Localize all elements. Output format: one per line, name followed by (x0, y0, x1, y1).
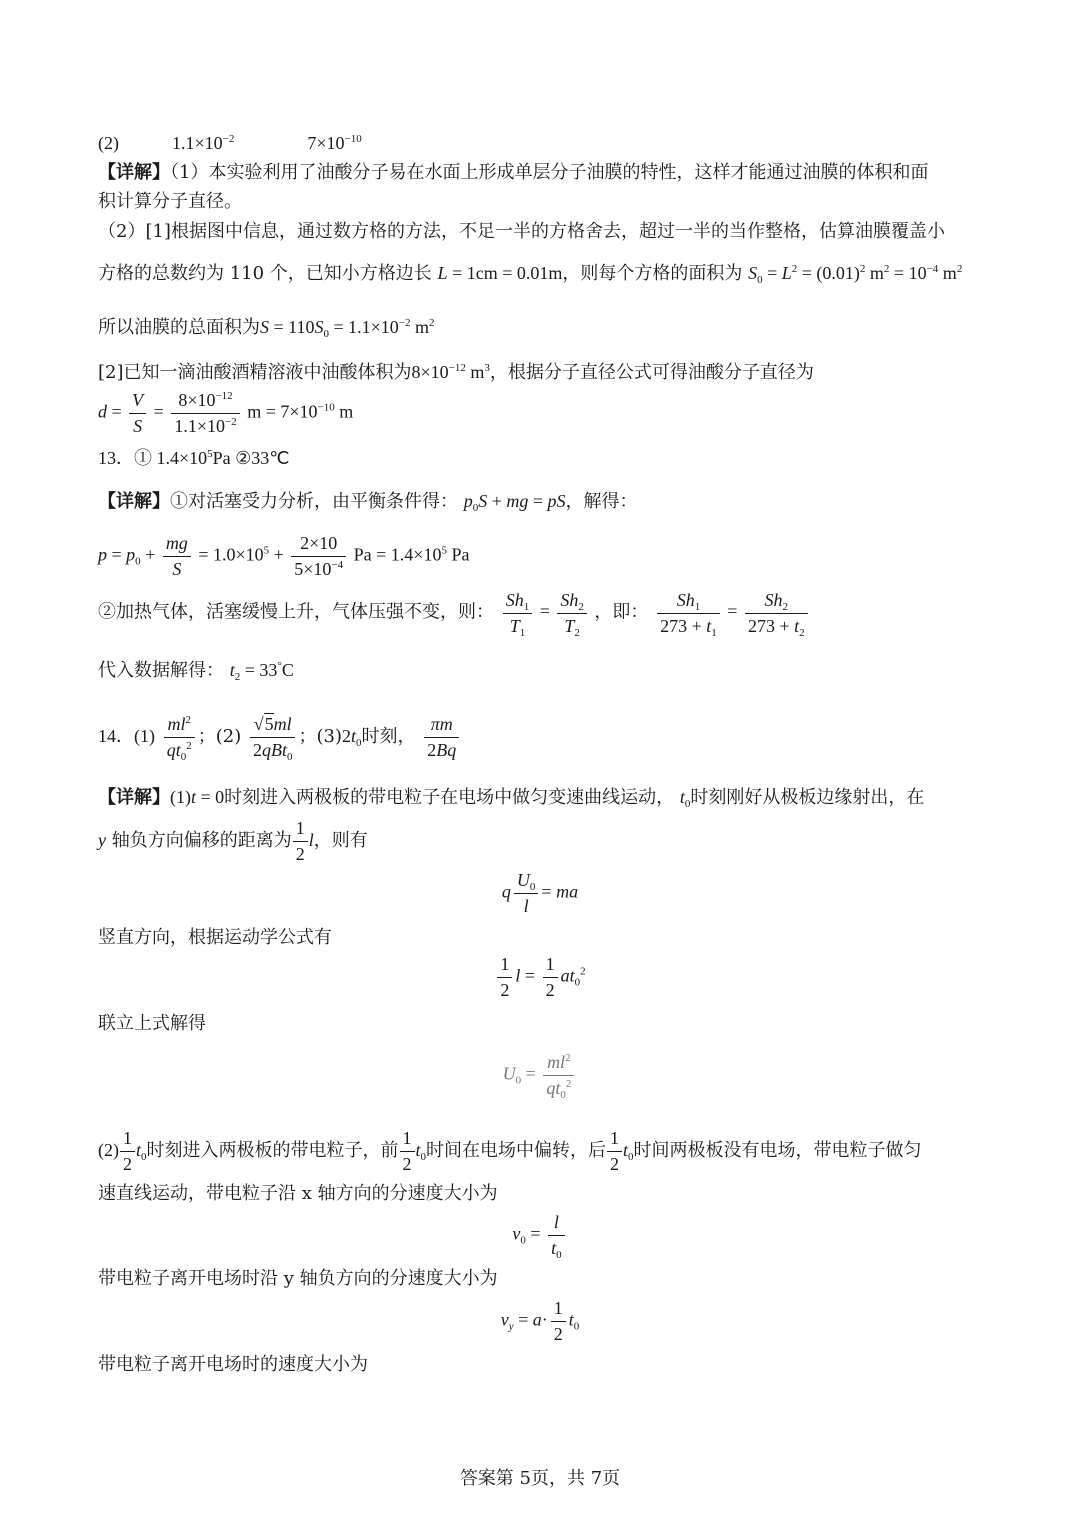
detail-text: 时间两极板没有电场，带电粒子做匀 (633, 1140, 922, 1162)
q14-sep: ；(2) (197, 726, 242, 748)
detail-text: ，则有 (313, 830, 368, 852)
formula-grid-area: $S_0 = L^2 = (0.01)^2$ $m^2 = 10^{-4}$ $m^2$ (748, 263, 963, 286)
q13-head-tail: Pa ②33℃ (212, 448, 290, 468)
q14-p2-b (98, 1183, 498, 1206)
detail-text: 轴负方向偏移的距离为 (111, 830, 292, 852)
answer-diameter: 7×10 (307, 133, 345, 153)
formula-kinematics: $\frac{1}{2}$ l = $\frac{1}{2}$ $at_0^2$ (0, 954, 1080, 1000)
detail-text: 带电粒子离开电场时沿 y 轴负方向的分速度大小为 (98, 1268, 498, 1289)
detail-text: 代入数据解得： (98, 660, 224, 681)
detail-text: 时刻进入两极板的带电粒子在电场中做匀变速曲线运动， (224, 787, 675, 808)
answer-line-2 (98, 132, 362, 155)
detail-text: 带电粒子离开电场时的速度大小为 (98, 1354, 368, 1375)
detail-paragraph-1 (98, 162, 928, 185)
formula-oil-volume: $8\times 10^{-12}$ $m^3$ (411, 362, 490, 382)
detail-text: ①对活塞受力分析，由平衡条件得： (170, 491, 458, 512)
formula-equilibrium: $p_0S$ + mg = pS (463, 491, 566, 514)
q14-answer: 14．(1) $\frac{ml^2}{qt_0^2}$ ；(2) $\frac{√5ml}{2qBt_0}$ ；$(3)2t_0$时刻， $\frac{\pi m}{2Bq}$ (98, 714, 462, 760)
formula-vy: $v_y = a\cdot$ $\frac{1}{2}$ $t_0$ (500, 1298, 580, 1344)
answer-diameter-exp: −10 (344, 133, 362, 145)
detail-text: (1) (170, 787, 191, 807)
q13-answer (98, 447, 290, 470)
detail-text: ，则每个方格的面积为 (562, 263, 743, 284)
detail-paragraph-2 (98, 221, 945, 244)
detail-paragraph-2-d (98, 361, 814, 385)
detail-text: （2）[1]根据图中信息，通过数方格的方法，不足一半的方格舍去，超过一半的当作整格，估算油膜覆盖小 (98, 221, 945, 242)
formula-total-area: $S = 110S_0 = 1.1\times 10^{-2}$ $m^2$ (260, 317, 435, 340)
q14-time: 时刻， (361, 726, 416, 748)
detail-text: （1）本实验利用了油酸分子易在水面上形成单层分子油膜的特性，这样才能通过油膜的体积和面 (170, 162, 929, 183)
detail-text: 所以油膜的总面积为 (98, 317, 260, 338)
detail-text: 时间在电场中偏转，后 (426, 1140, 607, 1162)
answer-area-exp: −2 (222, 133, 235, 145)
formula-voltage: $U_0$ = $\frac{ml^2}{qt_0^2}$ (0, 1052, 1080, 1098)
q13-detail-d (98, 659, 294, 683)
detail-paragraph-2-b (98, 262, 962, 286)
formula-force: q $\frac{U_0}{l}$ = ma (501, 870, 579, 916)
detail-tag: 【详解】 (98, 162, 170, 183)
detail-text: ，即： (594, 601, 649, 623)
q13-detail-a (98, 490, 638, 514)
q14-p2-d (98, 1354, 368, 1377)
formula-pressure: $p = p_0$ + $\frac{mg}{S}$ = $1.0\times 10^5$ + $\frac{2\times 10}{5\times 10^{-4}}$ $Pa = 1.4\times 10^5$ Pa (98, 533, 470, 579)
detail-text: 方格的总数约为 110 个，已知小方格边长 (98, 263, 432, 284)
detail-tag: 【详解】 (98, 491, 170, 512)
q14-p2-c (98, 1268, 498, 1291)
detail-paragraph-2-c (98, 316, 435, 340)
q14-p2-a: (2) $\frac{1}{2}$ $t_0$时刻进入两极板的带电粒子，前 $\frac{1}{2}$ $t_0$时间在电场中偏转，后 $\frac{1}{2}$ $t_0$时间两极板没有电场，带电粒子做匀 (98, 1128, 922, 1174)
detail-text: 竖直方向，根据运动学公式有 (98, 927, 332, 948)
detail-text: ，根据分子直径公式可得油酸分子直径为 (489, 362, 814, 383)
detail-text: 联立上式解得 (98, 1013, 206, 1034)
q14-vertical (98, 927, 332, 950)
detail-text: [2]已知一滴油酸酒精溶液中油酸体积为 (98, 362, 412, 383)
detail-text: 时刻刚好从极板边缘射出，在 (690, 787, 925, 808)
formula-result-temp: $t_2 = 33^\circ C$ (229, 660, 294, 683)
detail-text: 积计算分子直径。 (98, 191, 242, 212)
answer-area: 1.1×10 (172, 133, 223, 153)
q14-head: 14．(1) (98, 726, 155, 747)
formula-isobaric: $\frac{Sh_1}{T_1}$ = $\frac{Sh_2}{T_2}$ (500, 601, 595, 621)
page-footer: 答案第 5页，共 7页 (459, 1468, 621, 1489)
q14-detail-b: y 轴负方向偏移的距离为 $\frac{1}{2}$ l，则有 (98, 818, 368, 864)
q13-head-exp: 5 (207, 448, 213, 460)
q14-combine (98, 1013, 206, 1036)
q13-detail-c (98, 590, 811, 639)
detail-text: 时刻进入两极板的带电粒子，前 (146, 1140, 399, 1162)
detail-tag: 【详解】 (98, 787, 170, 808)
formula-diameter: d = $\frac{V}{S}$ = $\frac{8\times 10^{-12}}{1.1\times 10^{-2}}$ $m = 7\times 10^{-10}$ m (98, 390, 354, 436)
detail-text: (2) (98, 1140, 119, 1161)
q14-sep: ；(3) (298, 726, 342, 748)
detail-paragraph-1-cont (98, 191, 242, 214)
formula-isobaric-celsius: $\frac{Sh_1}{273 + t_1}$ = $\frac{Sh_2}{273 + t_2}$ (654, 601, 811, 621)
formula-vx: $v_0$ = $\frac{l}{t_0}$ (0, 1212, 1080, 1258)
answer-label: (2) (98, 133, 119, 153)
detail-text: ，解得： (565, 491, 638, 512)
formula-grid-length: L = 1cm = 0.01m (437, 263, 563, 283)
detail-text: ②加热气体，活塞缓慢上升，气体压强不变，则： (98, 601, 494, 623)
q13-head: 13．① 1.4×10 (98, 448, 208, 468)
detail-text: 速直线运动，带电粒子沿 x 轴方向的分速度大小为 (98, 1183, 498, 1204)
q14-detail-a: 【详解】(1)t = 0时刻进入两极板的带电粒子在电场中做匀变速曲线运动， $t_0$时刻刚好从极板边缘射出，在 (98, 787, 925, 810)
